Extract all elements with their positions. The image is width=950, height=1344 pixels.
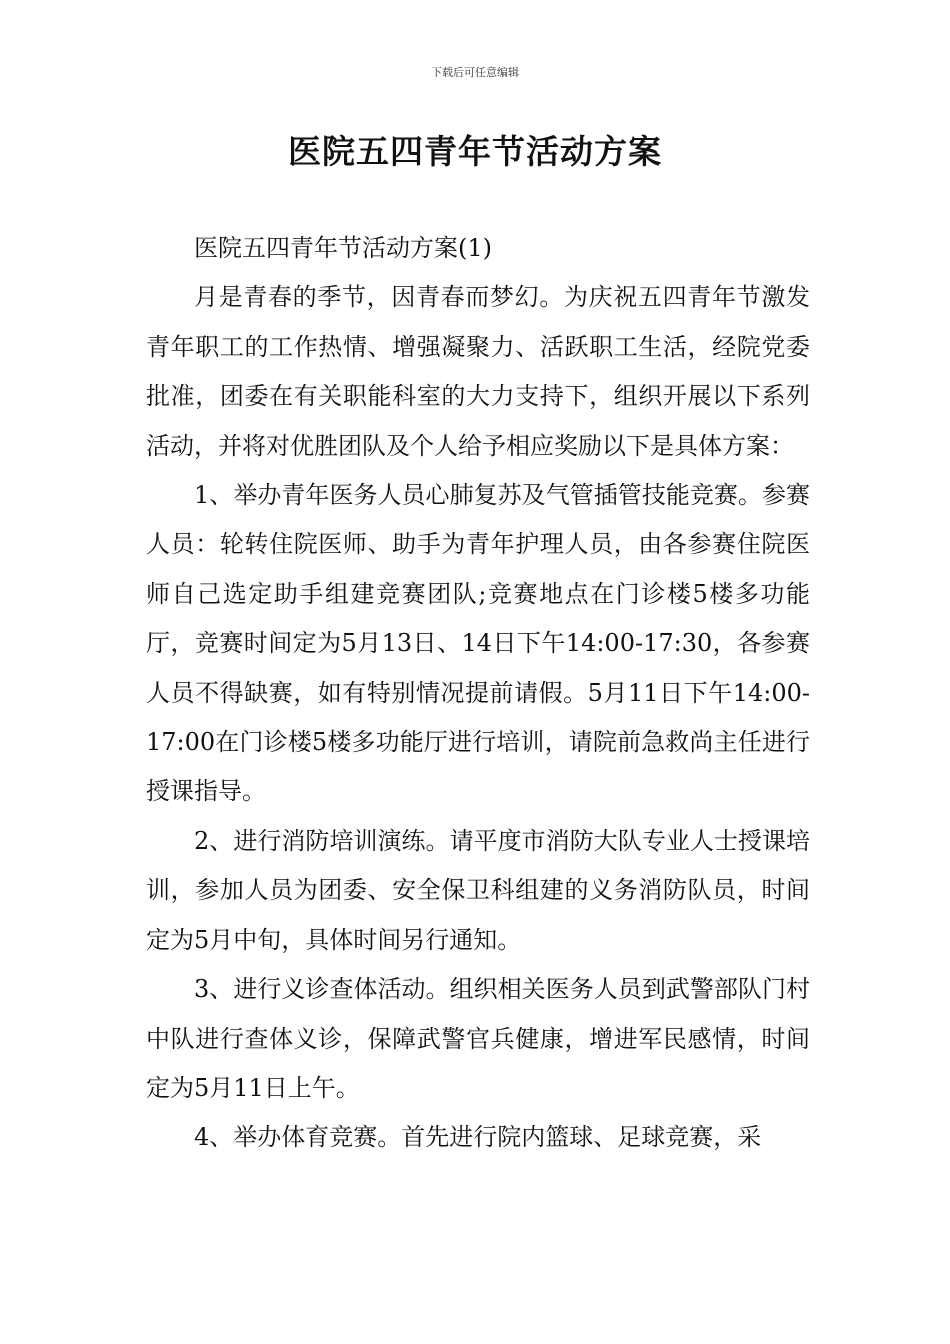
document-body: [146, 224, 810, 1163]
paragraph-intro: 月是青春的季节，因青春而梦幻。为庆祝五四青年节激发青年职工的工作热情、增强凝聚力、活跃职工生活，经院党委批准，团委在有关职能科室的大力支持下，组织开展以下系列活动，并将对优胜团队及个人给予相应奖励以下是具体方案：: [146, 283, 810, 460]
section-subtitle: 医院五四青年节活动方案(1): [194, 234, 492, 262]
document-title: 医院五四青年节活动方案: [288, 132, 662, 171]
paragraph-item-3: 3、进行义诊查体活动。组织相关医务人员到武警部队门村中队进行查体义诊，保障武警官兵健康，增进军民感情，时间定为5月11日上午。: [146, 975, 810, 1102]
paragraph-item-4: 4、举办体育竞赛。首先进行院内篮球、足球竞赛，采: [194, 1123, 762, 1152]
paragraph-item-1: 1、举办青年医务人员心肺复苏及气管插管技能竞赛。参赛人员：轮转住院医师、助手为青年护理人员，由各参赛住院医师自己选定助手组建竞赛团队;竞赛地点在门诊楼5楼多功能厅，竞赛时间定为5月13日、14日下午14:00-17:30，各参赛人员不得缺赛，如有特别情况提前请假。5月11日下午14:00-17:00在门诊楼5楼多功能厅进行培训，请院前急救尚主任进行授课指导。: [146, 481, 810, 806]
paragraph-item-2: 2、进行消防培训演练。请平度市消防大队专业人士授课培训，参加人员为团委、安全保卫科组建的义务消防队员，时间定为5月中旬，具体时间另行通知。: [146, 826, 810, 954]
header-note: 下载后可任意编辑: [431, 66, 519, 79]
